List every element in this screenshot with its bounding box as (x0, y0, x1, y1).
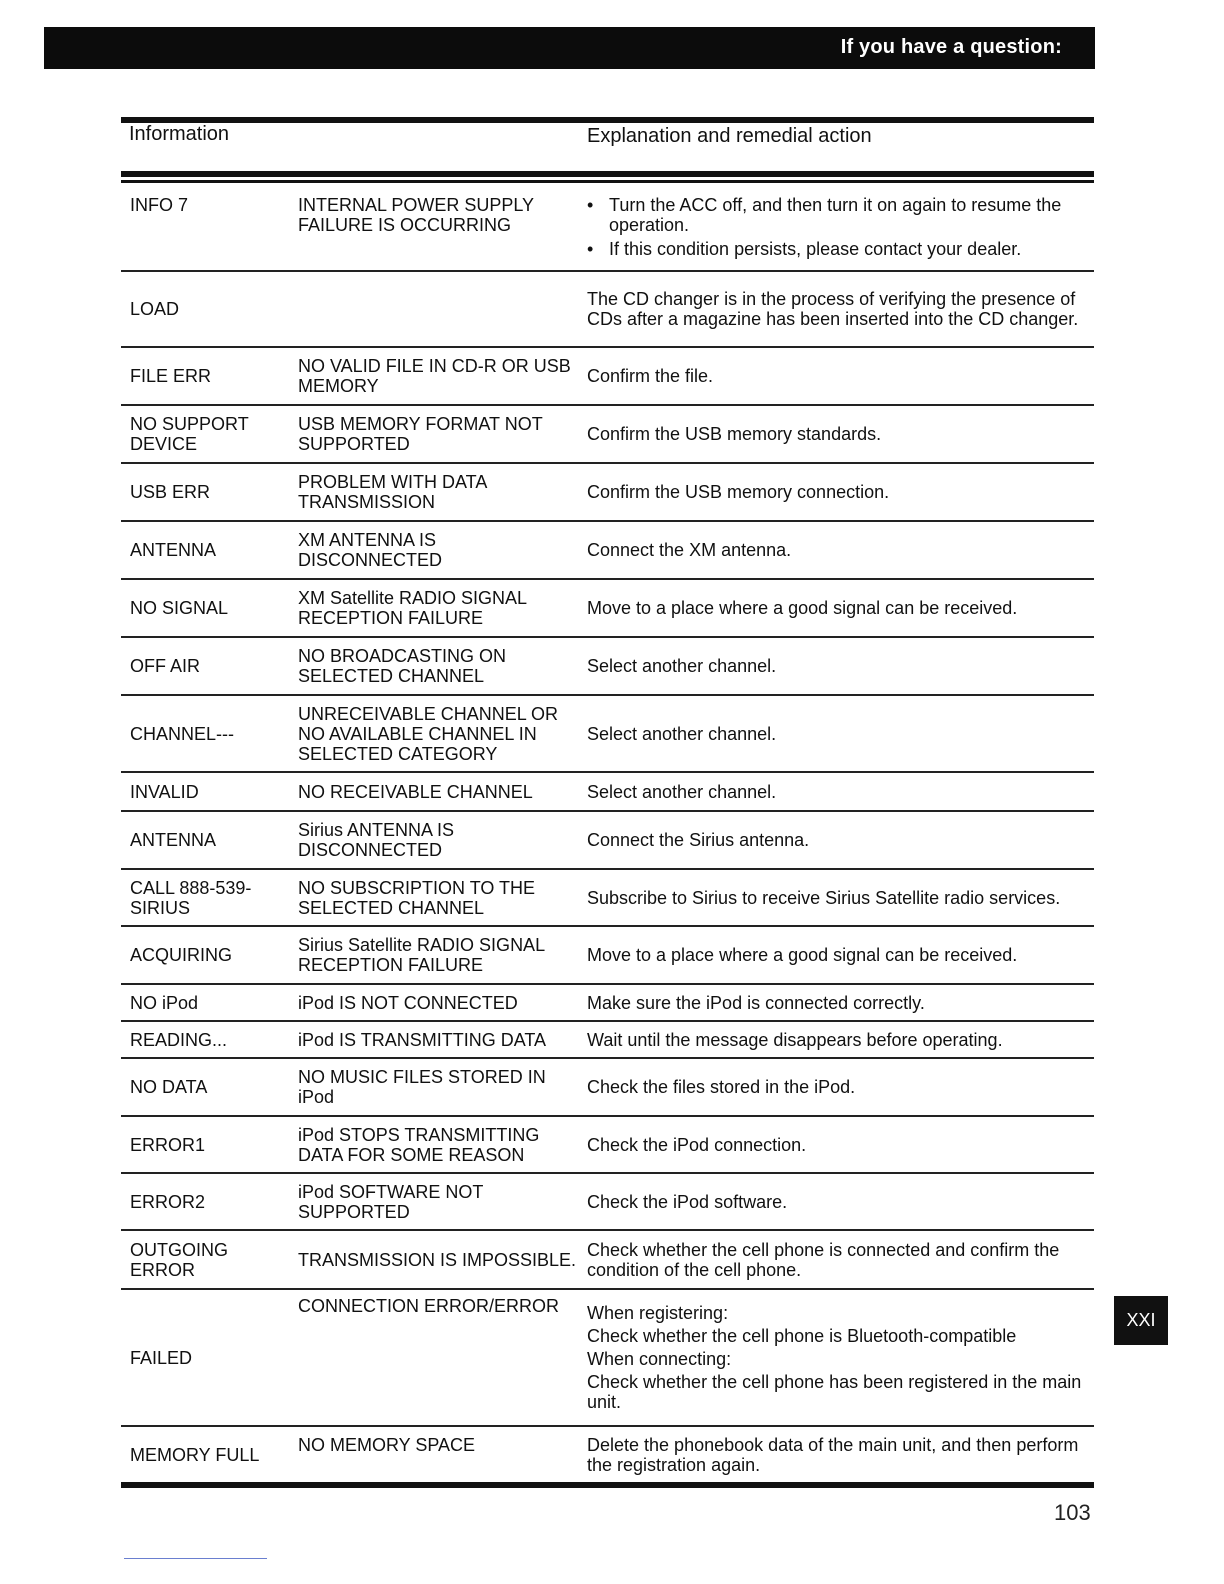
info-cell: CHANNEL--- (130, 723, 235, 744)
table-row (121, 773, 1094, 812)
table-row (121, 638, 1094, 696)
info-cell: LOAD (130, 299, 180, 319)
info-cell: ERROR2 (130, 1191, 206, 1212)
detail-cell: XM ANTENNA IS DISCONNECTED (298, 530, 443, 570)
action-line: When registering: (587, 1303, 729, 1323)
detail-cell: INTERNAL POWER SUPPLY FAILURE IS OCCURRING (298, 195, 534, 235)
table-row (121, 580, 1094, 638)
action-cell: Connect the XM antenna. (587, 540, 792, 560)
info-cell: FAILED (130, 1347, 193, 1368)
table-row (121, 1290, 1094, 1427)
table-row (121, 870, 1094, 927)
detail-cell: iPod IS NOT CONNECTED (298, 992, 518, 1013)
footer-divider (124, 1558, 267, 1559)
info-cell: ANTENNA (130, 830, 217, 850)
info-cell: OUTGOING ERROR (130, 1239, 228, 1280)
table-row (121, 1174, 1094, 1231)
action-bullet: • Turn the ACC off, and then turn it on again to resume the operation. (587, 195, 1086, 235)
section-tab: XXI (1114, 1296, 1168, 1345)
info-cell: ACQUIRING (130, 945, 233, 965)
action-cell: Move to a place where a good signal can be received. (587, 598, 1018, 618)
detail-cell: NO MUSIC FILES STORED IN iPod (298, 1067, 546, 1107)
action-cell (579, 191, 1094, 263)
action-cell: Delete the phonebook data of the main unit, and then perform the registration again. (587, 1434, 1079, 1475)
info-cell: ERROR1 (130, 1134, 206, 1155)
detail-cell: CONNECTION ERROR/ERROR (298, 1296, 560, 1316)
detail-cell: iPod IS TRANSMITTING DATA (298, 1029, 547, 1050)
action-bullet: • If this condition persists, please contact your dealer. (587, 239, 1086, 259)
info-cell: CALL 888-539-SIRIUS (130, 877, 252, 918)
action-line: Check whether the cell phone is Bluetooth-compatible (587, 1326, 1017, 1346)
action-cell: Move to a place where a good signal can be received. (587, 945, 1018, 965)
column-header-explanation: Explanation and remedial action (587, 125, 872, 147)
section-header-bar (44, 27, 1095, 69)
table-row (121, 1022, 1094, 1059)
detail-cell: iPod SOFTWARE NOT SUPPORTED (298, 1181, 484, 1222)
action-cell: Check whether the cell phone is connected and confirm the condition of the cell phone. (587, 1239, 1060, 1280)
detail-cell: USB MEMORY FORMAT NOT SUPPORTED (298, 414, 543, 454)
action-cell: Select another channel. (587, 723, 777, 744)
action-cell: Confirm the file. (587, 366, 714, 386)
action-cell: Wait until the message disappears before operating. (587, 1029, 1003, 1050)
info-cell: FILE ERR (130, 366, 212, 386)
table-row (121, 464, 1094, 522)
detail-cell: NO SUBSCRIPTION TO THE SELECTED CHANNEL (298, 877, 536, 918)
message-table (121, 117, 1094, 1488)
action-cell: Select another channel. (587, 656, 777, 676)
detail-cell: XM Satellite RADIO SIGNAL RECEPTION FAILURE (298, 588, 527, 628)
info-cell: NO iPod (130, 992, 199, 1013)
table-row (121, 696, 1094, 773)
detail-cell: NO BROADCASTING ON SELECTED CHANNEL (298, 646, 507, 686)
action-cell: Check the iPod software. (587, 1191, 788, 1212)
info-cell: INVALID (130, 781, 199, 802)
section-title: If you have a question: (840, 36, 1062, 58)
table-header (121, 117, 1094, 177)
info-cell: USB ERR (130, 482, 211, 502)
detail-cell: NO VALID FILE IN CD-R OR USB MEMORY (298, 356, 571, 396)
action-cell: Subscribe to Sirius to receive Sirius Satellite radio services. (587, 887, 1061, 908)
info-cell: READING... (130, 1029, 228, 1050)
action-cell: Check the files stored in the iPod. (587, 1077, 856, 1097)
page-number: 103 (1054, 1500, 1091, 1525)
info-cell: NO SUPPORT DEVICE (130, 414, 249, 454)
info-cell: NO DATA (130, 1077, 208, 1097)
table-row (121, 183, 1094, 272)
info-cell: MEMORY FULL (130, 1444, 260, 1465)
table-row (121, 812, 1094, 870)
table-row (121, 272, 1094, 348)
table-row (121, 522, 1094, 580)
detail-cell: iPod STOPS TRANSMITTING DATA FOR SOME REASON (298, 1124, 540, 1165)
detail-cell: PROBLEM WITH DATA TRANSMISSION (298, 472, 487, 512)
detail-cell: UNRECEIVABLE CHANNEL OR NO AVAILABLE CHANNEL IN SELECTED CATEGORY (298, 703, 559, 764)
table-row (121, 927, 1094, 985)
action-cell: Select another channel. (587, 781, 777, 802)
table-row (121, 1059, 1094, 1117)
info-cell: OFF AIR (130, 656, 201, 676)
detail-cell: Sirius Satellite RADIO SIGNAL RECEPTION FAILURE (298, 935, 545, 975)
table-row (121, 1117, 1094, 1174)
table-row (121, 1231, 1094, 1290)
action-cell: Confirm the USB memory connection. (587, 482, 890, 502)
action-cell (579, 1300, 1094, 1415)
column-header-information: Information (129, 123, 230, 145)
info-cell: NO SIGNAL (130, 598, 229, 618)
action-cell: Connect the Sirius antenna. (587, 830, 810, 850)
info-cell: INFO 7 (130, 195, 189, 215)
table-row (121, 406, 1094, 464)
action-cell: Confirm the USB memory standards. (587, 424, 882, 444)
action-cell: Make sure the iPod is connected correctly. (587, 992, 925, 1013)
table-row (121, 985, 1094, 1022)
action-line: Check whether the cell phone has been registered in the main unit. (587, 1372, 1082, 1412)
detail-cell: Sirius ANTENNA IS DISCONNECTED (298, 820, 455, 860)
detail-cell: TRANSMISSION IS IMPOSSIBLE. (298, 1249, 577, 1270)
table-row (121, 348, 1094, 406)
detail-cell: NO RECEIVABLE CHANNEL (298, 781, 533, 802)
detail-cell: NO MEMORY SPACE (298, 1435, 476, 1455)
action-line: When connecting: (587, 1349, 732, 1369)
table-row (121, 1427, 1094, 1488)
info-cell: ANTENNA (130, 540, 217, 560)
action-cell: Check the iPod connection. (587, 1134, 807, 1155)
action-cell: The CD changer is in the process of verifying the presence of CDs after a magazine has been inserted into the CD changer. (587, 289, 1079, 329)
